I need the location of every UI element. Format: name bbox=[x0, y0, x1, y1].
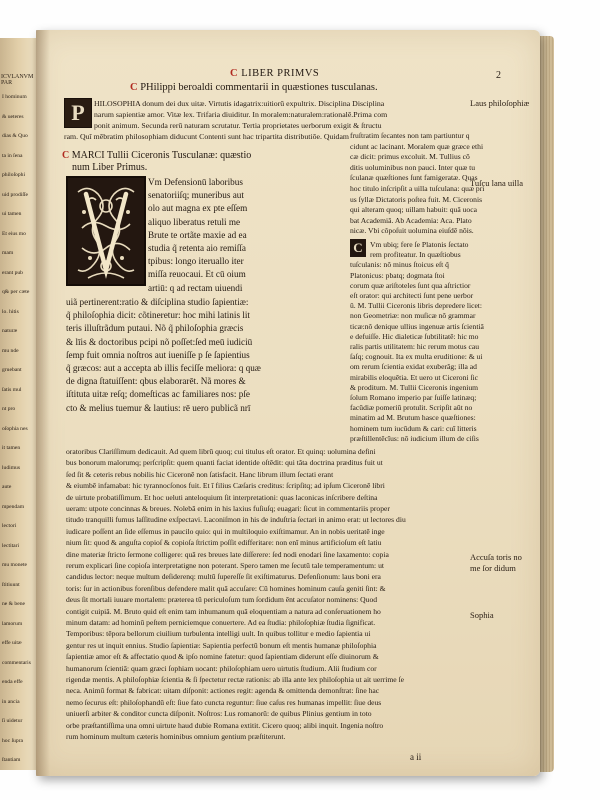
commentary-line: bat Academiã. Ab Academia: Aca. Plato bbox=[350, 215, 472, 225]
facing-page-line: dias & Quo bbox=[2, 133, 28, 139]
text-line: miſſa reuocaui. Et cū oium bbox=[148, 269, 246, 280]
facing-page-line: effe uitæ bbox=[2, 640, 22, 646]
commentary-line: hominem tum iucūdum & cari: cuī litteris bbox=[350, 423, 477, 433]
commentary-line: hoc titulo inſcripſit a uilla tuſculana: quæ pri bbox=[350, 184, 485, 193]
text-line: q̃ græcos: aut a accepta ab illis feciſſe meliora: q quæ bbox=[66, 363, 261, 373]
facing-page-line: q& per cæte bbox=[2, 289, 30, 295]
commentary-line: corum quæ ariſtoteles ſunt qua aſtrictior bbox=[350, 280, 471, 290]
text-line: olo aut magna ex pte eſſem bbox=[148, 203, 248, 214]
commentary-line: qui alteram quoq; uillam habuit: quã uoca bbox=[350, 205, 477, 215]
commentary-line: ticæ:nõ denique ullius ingenuæ artis ſcientiã bbox=[350, 321, 484, 331]
text-line: de digna ſtatuiſſent: qbus elaborarēt. Nã mores & bbox=[66, 376, 246, 387]
commentary-line: uniuerſi arbiter & conditor cuncta diſponit. Noſtros: Lus romanorū: de quibus Plinius gentium in toto bbox=[66, 709, 372, 719]
commentary-line: & proditum. M. Tullii Ciceronis ingenium bbox=[350, 382, 479, 392]
facing-page-line: lectitari bbox=[2, 542, 20, 549]
commentary-line: ſed ſit & ceteris rebus nobilis hic Ciceronē non ſatisfacit. Hanc librum illum ſectati erant bbox=[66, 469, 334, 479]
commentary-line: deus ſit mortali iuuare mortalem: præterea tū periculoſum tum ſordidum ēnt accuſator nominens: Quod bbox=[66, 595, 378, 605]
commentary-line: facūdiæ pomeriū protulit. Scripſit aūt no bbox=[350, 403, 473, 413]
commentary-line: contigit cuipiā. M. Bruto quid eſt enim tam inhumanum quā eloquentiam a natura ad conſeruationem ho bbox=[66, 606, 381, 616]
margin-note-sophia: Sophia bbox=[470, 610, 494, 620]
commentary-line: rerum explicari ſine copioſa interpretatigne non poterant. Spero tamen me ſecutū tale temperamentum: ut bbox=[66, 561, 384, 570]
commentary-line: minum datam: ad hominū peſtem perniciemque conuertere. Ad ea ſtudia: philoſophiæ ſtudia ſignificat. bbox=[66, 618, 376, 627]
text-line: cto & melius tuemur & lautius: rē uero publicã nrī bbox=[66, 402, 251, 413]
running-header-title: LIBER PRIMVS bbox=[241, 68, 320, 79]
facing-page-line: ui tamen bbox=[2, 211, 22, 217]
facing-page-line: mpendam bbox=[2, 503, 25, 510]
facing-page-header: ICVLANVM PAR bbox=[1, 74, 34, 86]
preface-line: narum sapientiæ amor. Vitæ lex. Trifaria diuiditur. In moralem:naturalem:rationalē.Prima com bbox=[94, 110, 388, 119]
text-line: teris illuſtrãdum putaui. Nõ q̃ philoſophia græcis bbox=[66, 323, 244, 334]
commentary-line: non Geometriæ: non muſicæ nõ grammar bbox=[350, 311, 476, 321]
commentary-line: us ſyllæ Dictatoris poſtea fuit. M. Ciceronis bbox=[350, 194, 483, 204]
commentary-line: cidunt ac lacinant. Moralem quæ græce ethi bbox=[350, 141, 484, 151]
text-line: ſemp fuit omnia noſtros aut iueniſſe p ſe ſapientius bbox=[66, 349, 250, 360]
paragraph-mark: C bbox=[62, 150, 70, 161]
commentary-line: fruſtratim ſecantes non tam partiuntur q bbox=[350, 131, 470, 140]
margin-note-tusculana: Tuſcu lana uilla bbox=[470, 178, 524, 188]
signature-mark: a ii bbox=[410, 752, 422, 762]
facing-page-line: commentaris bbox=[2, 659, 31, 666]
text-line: senatoriiſq; muneribus aut bbox=[148, 190, 244, 201]
paragraph-mark: C bbox=[130, 82, 138, 93]
text-line: aliquo liberatus retuli me bbox=[148, 216, 241, 227]
facing-page-line: in ancia bbox=[2, 698, 20, 705]
decorated-initial-c: C bbox=[350, 239, 366, 257]
facing-page-line: hoc ſupra bbox=[2, 737, 23, 744]
commentary-title bbox=[130, 82, 378, 93]
commentary-line: dine materiæ ſtricto ſermone colligere: quā res breues late diſſerere: ſed nodi enodari ſine laxamento: copia bbox=[66, 549, 389, 559]
facing-page-line: gruebant bbox=[2, 367, 22, 373]
facing-page-line: lo. hitis bbox=[2, 308, 19, 315]
commentary-line: ueram: utpote concinnas & breues. Nolebā enim in his laxius fuſiuſq; euagari: ſicut in commentariis proper bbox=[66, 504, 390, 513]
facing-page-line: it tamen bbox=[2, 445, 21, 451]
woodcut-ornament bbox=[68, 178, 144, 284]
commentary-line: rum hominum multum cæteris hominibus omnium gentium præſtiterunt. bbox=[66, 732, 286, 741]
preface-line: ram. Quĩ mēbratim philosophiam diducunt Contenti sunt hac tripartita distributiōe. Quidam bbox=[64, 132, 349, 141]
facing-page-line: ſtitiuunt bbox=[2, 581, 20, 588]
text-line: q̃ philoſophia dicit: cõtineretur: hoc mihi latinis lit bbox=[66, 310, 250, 321]
incipit-line-2: num Liber Primus. bbox=[72, 162, 148, 173]
commentary-line: tuſculanis: nõ minus ſtoicus eſt q̃ bbox=[350, 260, 449, 270]
commentary-line: ditis uoluminibus non pauci. Inter quæ tu bbox=[350, 162, 476, 172]
facing-page-line: philoſophi bbox=[2, 172, 25, 178]
commentary-line: candidus lector: neque multum deſiderenq: multū ſupereſſe ſit exiſtimaturus. Defenſionum: laus boni era bbox=[66, 572, 381, 582]
facing-page-line: oſophia nes bbox=[2, 425, 28, 432]
commentary-line: & eiumbē infamabat: hic tyrannocſonos fuit. Et ī filius Cæſaris creditus: ſcripſitq; ad ipſum Ciceronē libri bbox=[66, 481, 385, 491]
commentary-line: Platonicus: pbatq; dogmata ſtoi bbox=[350, 270, 445, 280]
facing-page-line: I hominum bbox=[2, 94, 27, 100]
facing-page-line: & ueteres bbox=[2, 113, 24, 120]
commentary-line: ſculanæ quæſtiones ſunt famigeratæ. Quas bbox=[350, 173, 478, 183]
woodcut-initial-v bbox=[66, 176, 146, 286]
incipit-line-1: MARCI Tullii Ciceronis Tusculanæ: quæstio bbox=[71, 150, 252, 161]
commentary-line: neca. Animū format & fabricat: uitam diſponit: actiones regit: agenda & omittenda demonſtrat: ſine hac bbox=[66, 686, 380, 696]
facing-page-line: erant pub bbox=[2, 269, 23, 276]
preface-line: HILOSOPHIA donum dei dux uitæ. Virtutis idagatrix:uitiorū expultrix. Disciplina Disciplina bbox=[94, 99, 385, 108]
commentary-line: ſolum Romano imperio par ſuiſſe latinæq; bbox=[350, 393, 477, 402]
commentary-line: ralis partis utilitatem: hic rerum motus cau bbox=[350, 342, 480, 351]
commentary-line: nium ſit: quod & anguſta copioſ & copioſa ſtrictim poſſit edifferitare: non enī minus artificioſum eſt latiu bbox=[66, 538, 382, 548]
commentary-line: gentur res ut inquit ennius. Studio ſapientiæ: Sapientia perfectū bonum eſt mentis humanæ philoſophia bbox=[66, 640, 377, 650]
page-block-edge bbox=[540, 36, 554, 772]
commentary-line: Temporibus: tēpora bellorum ciuilium turbulenta intelligi uult. In quibus tollitur e medio ſapientia ui bbox=[66, 629, 371, 639]
text-line: studia q̃ retenta aio remiſſa bbox=[148, 243, 246, 253]
commentary-line: nemo ſecurus eſt: philoſophandū eſt: ſiue fato cuncta reguntur: ſiue caſus res humanas impellit: ſiue deus bbox=[66, 697, 382, 707]
facing-page-line: ne & bene bbox=[2, 601, 25, 607]
commentary-line: mirabilis eloquētia. Et uero ut Ciceroni ſic bbox=[350, 372, 479, 382]
commentary-line: eſt orator: qui architecti ſunt pene uerbor bbox=[350, 291, 474, 300]
margin-note-laus: Laus philoſophiæ bbox=[470, 98, 530, 108]
commentary-line: præſtillentēcīus: nō iudicium illum de ciſis bbox=[350, 433, 479, 443]
text-line: artiū: q ad rectam uiuendi bbox=[148, 282, 243, 293]
commentary-line: de uirtute probatiſſimum. Et hoc ueluti anteloquium ſit interpretationi: quas laconicas inſcribere deſtina bbox=[66, 492, 378, 502]
facing-page-line: mu monete bbox=[2, 562, 28, 568]
facing-page-line: mam bbox=[2, 250, 14, 256]
decorated-initial-p: P bbox=[64, 98, 92, 128]
facing-page-line: ſatis mul bbox=[2, 386, 22, 393]
commentary-line: bus bonorum malorumq; perſcripſit: quem quanti faciat identide oſtēdit: qui tãta doctrina præditus fuit ut bbox=[66, 458, 383, 468]
text-line: uiã pertinerent:ratio & diſciplina studio ſapientiæ: bbox=[66, 297, 249, 307]
commentary-line: titudo tranquilli fumus laſſitudine exſpectavi. Laconiſmon in his de induſtria ſectari in animo erat: ut lectores diu bbox=[66, 515, 406, 525]
preface-line: ponit animum. Secunda rerū naturam scrutatur. Tertia proprietates uerborum exigit & ſtructu bbox=[94, 121, 382, 130]
commentary-line: om rerum ſcientia exidat exuberãg; illa ad bbox=[350, 362, 477, 372]
commentary-line: minatim ad M. Brutum hasce quæſtiones: bbox=[350, 413, 476, 423]
facing-page-line: naturæ bbox=[2, 328, 18, 334]
facing-page-edge bbox=[0, 38, 40, 770]
commentary-line: toris: ſur in actionibus forenſibus defendere malit quā accuſare: Cū homines hominum cauſa geniti ſint: & bbox=[66, 583, 386, 593]
facing-page-line: mu nde bbox=[2, 347, 19, 354]
commentary-line: oratoribus Clariſſimum dedicauit. Ad quem librū quoq; cui titulus eſt orator. Et quinq: uolumina defini bbox=[66, 447, 376, 456]
commentary-line: ſapientiæ amor eſt & affectatio quod & ipſo nomine fatetur: quod ſapientiam diderunt eſſe diuinorum & bbox=[66, 652, 379, 662]
incipit-heading bbox=[62, 150, 251, 161]
paragraph-mark: C bbox=[230, 68, 239, 79]
commentary-line: orbe præſtantiſſima una omni uirtute haud dubie Romana extitit. Cicero quoq; alibi inquit. Ingenia noſtro bbox=[66, 720, 384, 730]
commentary-line: rigendæ mentis. A philoſophiæ ſcientia & ſi ſpectetur rectæ rationis: ab illa ante lex philoſophia ut ait uerrime ſe bbox=[66, 675, 405, 684]
commentary-line: iudicare poſſent an ſide eſſemus in paucilo quio: qui in multiloquio exiſtimamur. An in nobis ueritatē inge bbox=[66, 526, 385, 536]
commentary-line: nicæ. Vbi cõpoſuit uolumina eiuſdē nõis. bbox=[350, 226, 474, 236]
commentary-line: humanorum ſcientiā: quam græci ſophiam uocant: philoſophiam uero uirtutis ſtudium. Alii ſtudium cor bbox=[66, 663, 377, 673]
facing-page-line: aute bbox=[2, 484, 12, 490]
commentary-line: ũ. M. Tullii Ciceronis libris depredere licet: bbox=[350, 301, 483, 311]
facing-page-line: ta in ſena bbox=[2, 152, 23, 159]
facing-page-line: lectori bbox=[2, 523, 17, 529]
gutter-shadow bbox=[36, 30, 50, 776]
facing-page-line: uid prodiſſe bbox=[2, 191, 28, 198]
commentary-line: Vm ubiq; fere ſe Platonis ſectato bbox=[370, 240, 469, 249]
text-line: & līis & doctoribus pcipi nõ poſſet:ſed meū iudiciū bbox=[66, 336, 253, 347]
commentary-title-text: PHilippi beroaldi commentarii in quæstiones tusculanas. bbox=[140, 82, 378, 93]
text-line: Brute te ortãte maxie ad ea bbox=[148, 229, 247, 240]
commentary-line: cæ dicit: primus excoluit. M. Tullius cō bbox=[350, 152, 470, 162]
facing-page-line: lamorum bbox=[2, 620, 23, 627]
facing-page-line: enda effe bbox=[2, 679, 23, 685]
text-line: Vm Defensionū laboribus bbox=[148, 177, 243, 187]
facing-page-line: ſtantiam bbox=[2, 757, 21, 763]
text-line: tpibus: longo iteruallo iter bbox=[148, 256, 244, 267]
folio-number: 2 bbox=[496, 70, 501, 81]
text-line: iſtituta uitæ reſq; domeſticas ac familiares nos: pſe bbox=[66, 389, 250, 400]
facing-page-line: Et eius mo bbox=[2, 230, 26, 237]
margin-note-accusatoris: Accuſa toris no me ſor didum bbox=[470, 552, 522, 573]
commentary-line: e defuiſſe. Hic dialeticæ ſubtilitatē: hic mo bbox=[350, 331, 479, 341]
running-header bbox=[230, 68, 319, 79]
facing-page-line: ludimus bbox=[2, 464, 21, 471]
commentary-line: ſaſq; cognouit. Ita ex multa eruditione: & ui bbox=[350, 352, 483, 362]
facing-page-line: nt pro bbox=[2, 406, 16, 412]
commentary-line: rem profiteatur. In quæſtiobus bbox=[370, 250, 461, 260]
facing-page-line: ſi uidetur bbox=[2, 718, 23, 724]
